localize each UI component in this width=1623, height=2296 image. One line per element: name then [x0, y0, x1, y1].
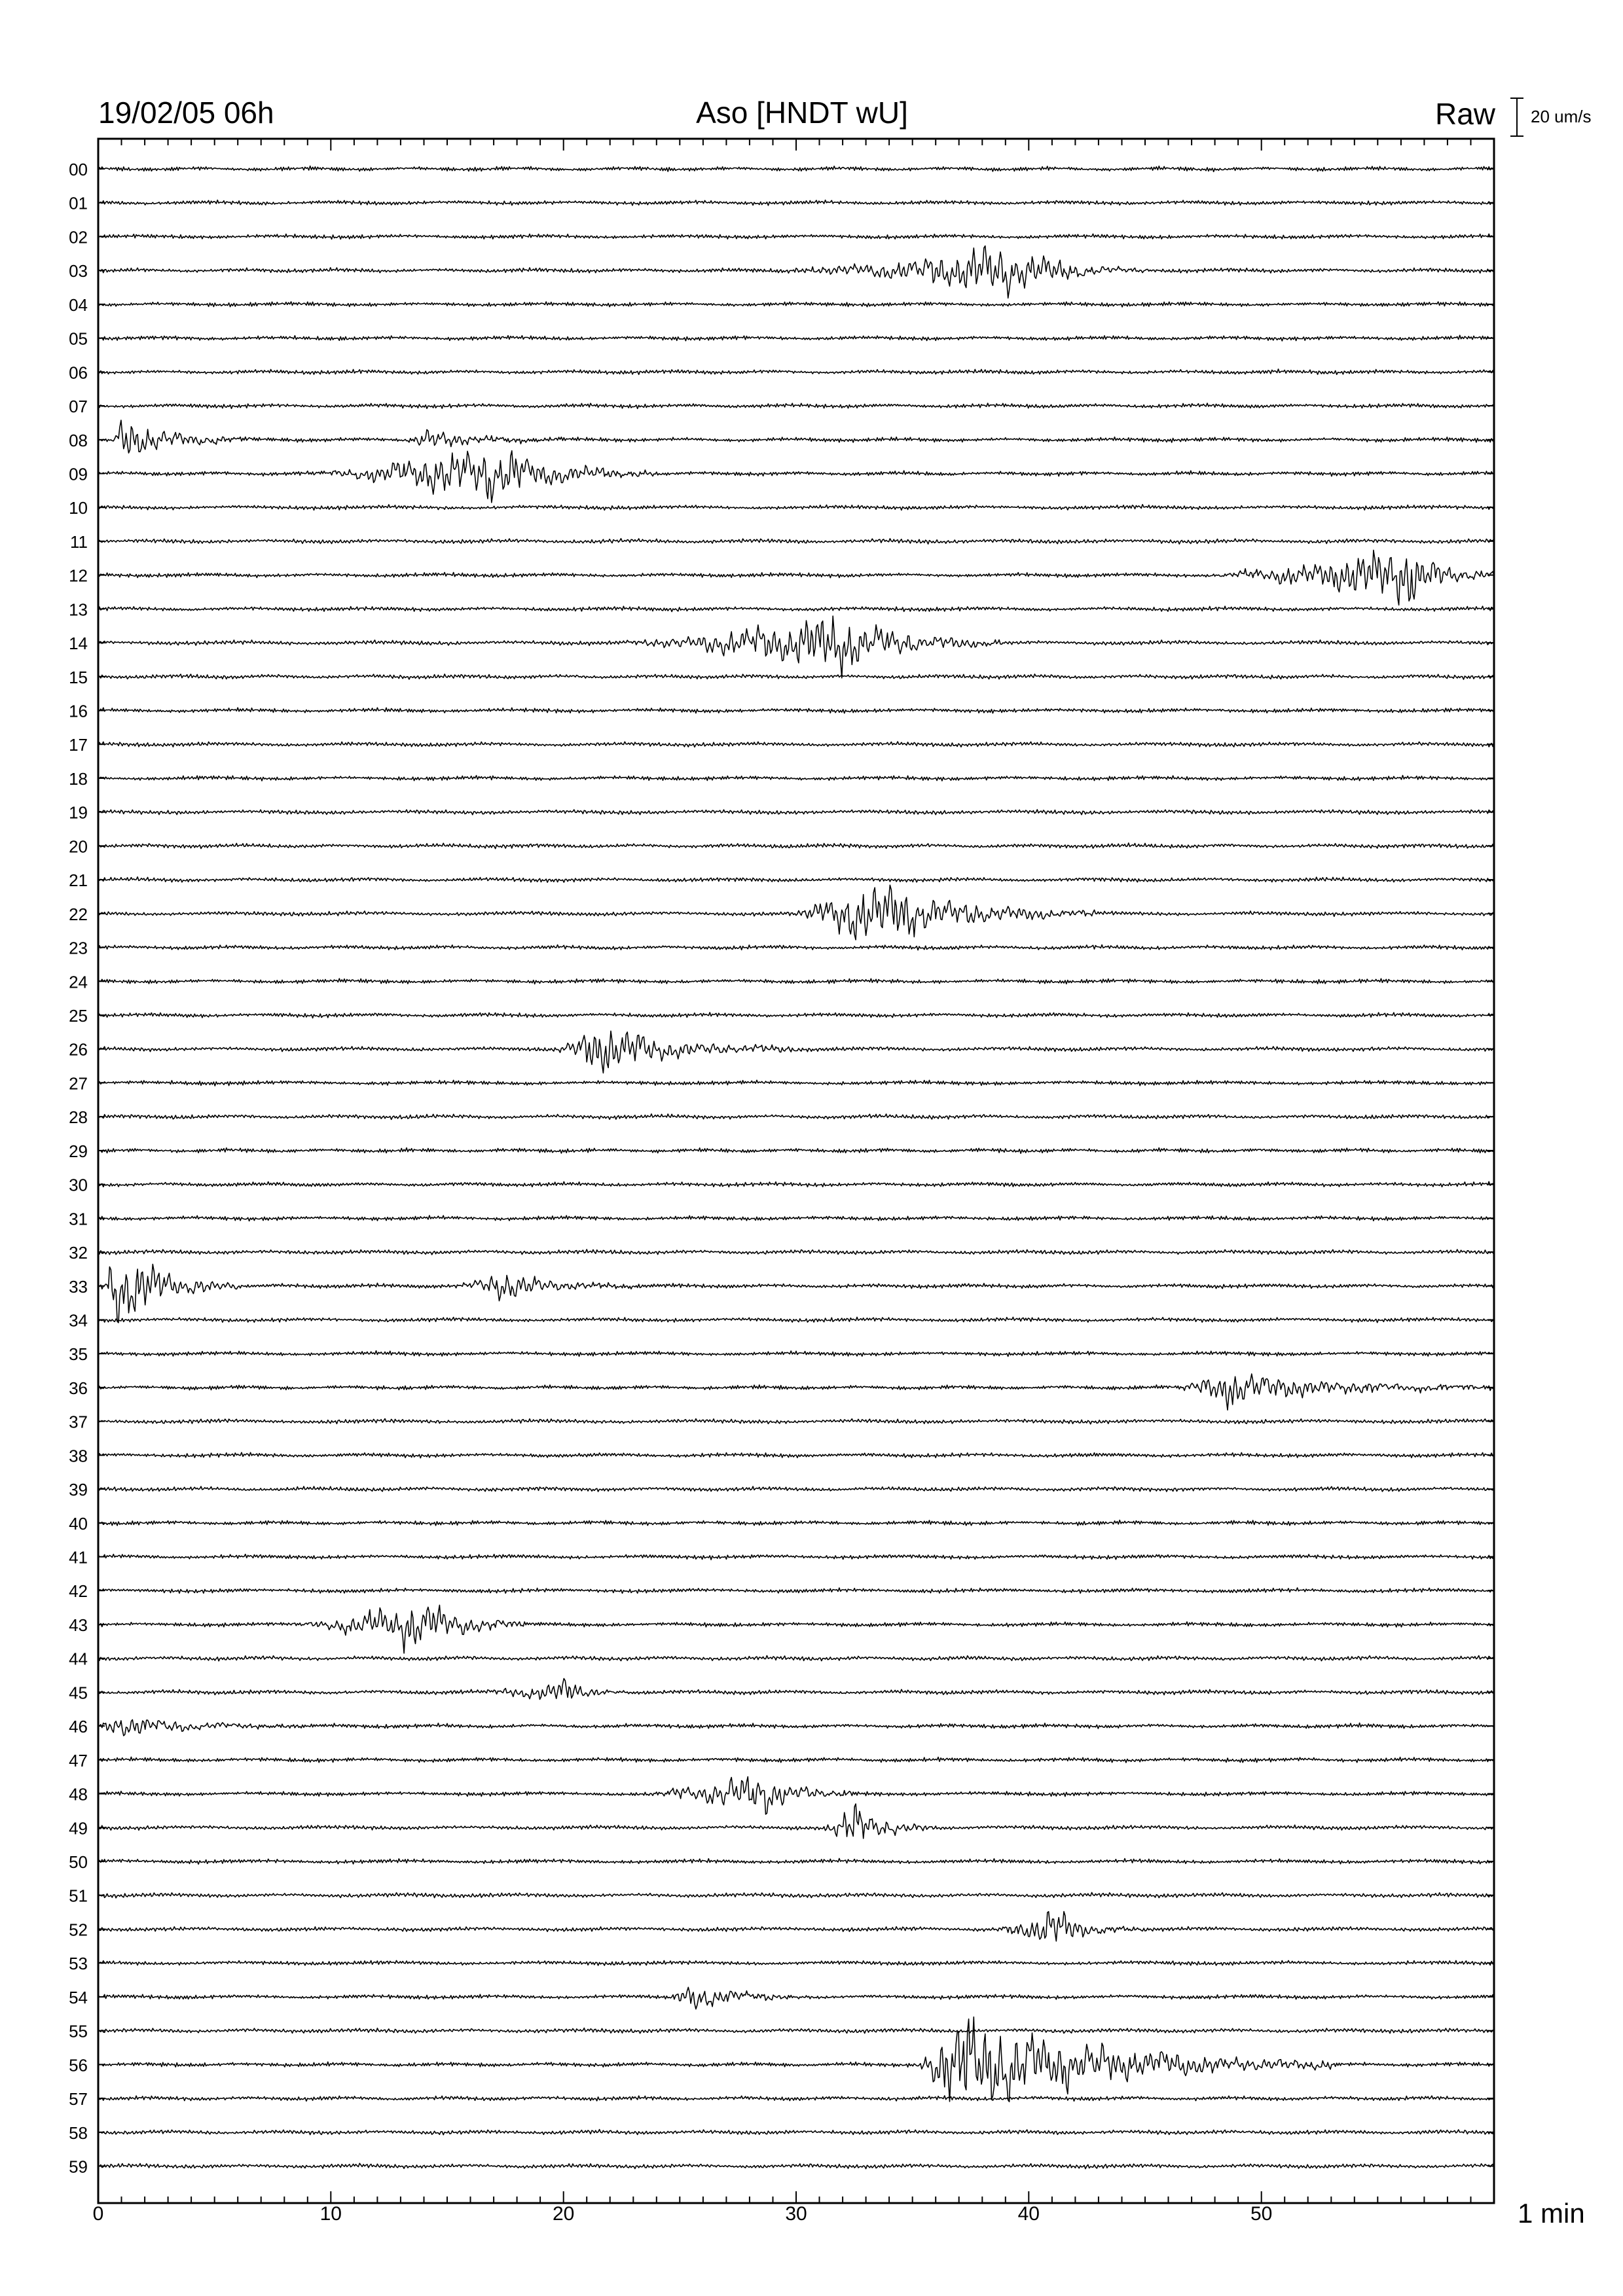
row-label: 02: [69, 227, 88, 247]
trace-row-53: [98, 1961, 1494, 1966]
x-tick-label: 40: [1017, 2203, 1040, 2225]
trace-row-17: [98, 742, 1494, 747]
row-label: 46: [69, 1717, 88, 1737]
trace-row-52: [98, 1912, 1494, 1941]
trace-row-50: [98, 1859, 1494, 1865]
row-label: 25: [69, 1006, 88, 1026]
trace-row-25: [98, 1013, 1494, 1018]
trace-row-59: [98, 2163, 1494, 2168]
trace-row-30: [98, 1181, 1494, 1187]
row-label: 04: [69, 295, 88, 315]
row-label: 44: [69, 1649, 88, 1669]
row-label: 05: [69, 329, 88, 349]
trace-row-06: [98, 369, 1494, 374]
trace-row-31: [98, 1215, 1494, 1221]
row-label: 54: [69, 1987, 88, 2007]
row-label: 30: [69, 1175, 88, 1195]
trace-row-39: [98, 1486, 1494, 1492]
trace-row-07: [98, 403, 1494, 408]
trace-row-09: [98, 451, 1494, 503]
row-label: 47: [69, 1750, 88, 1770]
row-label: 18: [69, 769, 88, 789]
trace-row-33: [98, 1265, 1494, 1323]
row-label: 22: [69, 904, 88, 924]
row-label: 51: [69, 1886, 88, 1906]
trace-row-20: [98, 843, 1494, 849]
row-label: 48: [69, 1784, 88, 1804]
plot-frame: [98, 139, 1494, 2203]
trace-row-35: [98, 1351, 1494, 1357]
x-tick-label: 30: [785, 2203, 807, 2225]
row-label: 11: [70, 531, 88, 552]
x-tick-label-group: [93, 2203, 1273, 2225]
trace-row-15: [98, 674, 1494, 679]
row-label: 40: [69, 1513, 88, 1534]
trace-row-05: [98, 335, 1494, 341]
amplitude-scale-label: 20 um/s: [1531, 107, 1592, 126]
row-label: 23: [69, 938, 88, 958]
trace-row-23: [98, 945, 1494, 950]
trace-row-42: [98, 1588, 1494, 1593]
row-label: 20: [69, 836, 88, 857]
row-label: 39: [69, 1480, 88, 1500]
trace-row-26: [98, 1031, 1494, 1073]
row-label: 12: [69, 565, 88, 586]
header-station-title: Aso [HNDT wU]: [696, 96, 908, 130]
trace-row-36: [98, 1374, 1494, 1410]
row-label: 56: [69, 2055, 88, 2075]
trace-row-27: [98, 1080, 1494, 1086]
trace-row-00: [98, 166, 1494, 172]
trace-row-45: [98, 1679, 1494, 1700]
row-label: 06: [69, 363, 88, 383]
trace-row-40: [98, 1520, 1494, 1526]
x-axis-label: 1 min: [1518, 2198, 1585, 2229]
row-label: 49: [69, 1818, 88, 1839]
row-label: 26: [69, 1039, 88, 1060]
row-label: 07: [69, 397, 88, 416]
x-tick-label: 10: [319, 2203, 342, 2225]
row-label: 17: [69, 735, 88, 755]
trace-row-49: [98, 1804, 1494, 1839]
row-label: 13: [69, 600, 88, 620]
row-label: 42: [69, 1581, 88, 1602]
trace-row-58: [98, 2130, 1494, 2135]
row-label: 21: [69, 870, 88, 891]
trace-row-12: [98, 550, 1494, 605]
trace-row-57: [98, 2096, 1494, 2101]
x-tick-label: 0: [92, 2203, 104, 2225]
row-label-group: [69, 160, 88, 2177]
row-label: 27: [69, 1073, 88, 1094]
trace-row-54: [98, 1987, 1494, 2009]
header-datetime: 19/02/05 06h: [98, 96, 274, 130]
trace-row-04: [98, 302, 1494, 307]
trace-row-18: [98, 776, 1494, 781]
row-label: 19: [69, 802, 88, 823]
trace-row-13: [98, 606, 1494, 611]
trace-row-14: [98, 616, 1494, 678]
trace-row-37: [98, 1419, 1494, 1424]
row-label: 50: [69, 1852, 88, 1872]
row-label: 41: [69, 1547, 88, 1568]
row-label: 43: [69, 1615, 88, 1635]
trace-row-01: [98, 200, 1494, 206]
trace-group: [98, 166, 1494, 2169]
trace-row-16: [98, 708, 1494, 713]
trace-row-41: [98, 1554, 1494, 1560]
trace-row-43: [98, 1605, 1494, 1653]
trace-row-48: [98, 1777, 1494, 1814]
row-label: 03: [69, 261, 88, 281]
trace-row-11: [98, 539, 1494, 544]
trace-row-21: [98, 877, 1494, 882]
row-label: 01: [69, 193, 88, 213]
row-label: 09: [69, 464, 88, 484]
row-label: 32: [69, 1243, 88, 1263]
row-label: 28: [69, 1107, 88, 1128]
trace-row-51: [98, 1893, 1494, 1898]
row-label: 53: [69, 1954, 88, 1974]
row-label: 37: [69, 1412, 88, 1432]
trace-row-47: [98, 1757, 1494, 1763]
trace-row-10: [98, 505, 1494, 511]
trace-row-19: [98, 810, 1494, 815]
row-label: 10: [69, 498, 88, 518]
row-label: 33: [69, 1276, 88, 1297]
trace-row-28: [98, 1114, 1494, 1119]
trace-row-44: [98, 1656, 1494, 1661]
row-label: 38: [69, 1446, 88, 1466]
trace-row-32: [98, 1249, 1494, 1255]
row-label: 36: [69, 1378, 88, 1398]
row-label: 14: [69, 634, 88, 654]
trace-row-02: [98, 234, 1494, 239]
row-label: 15: [69, 667, 88, 687]
trace-row-08: [98, 420, 1494, 453]
trace-row-46: [98, 1720, 1494, 1736]
amplitude-scale-bar: [1510, 98, 1523, 136]
trace-row-24: [98, 978, 1494, 984]
trace-row-29: [98, 1148, 1494, 1154]
row-label: 55: [69, 2021, 88, 2041]
trace-row-38: [98, 1452, 1494, 1458]
row-label: 58: [69, 2123, 88, 2143]
row-label: 59: [69, 2157, 88, 2177]
trace-row-55: [98, 2028, 1494, 2034]
trace-row-56: [98, 2017, 1494, 2102]
header-mode: Raw: [1434, 97, 1495, 131]
row-label: 08: [69, 430, 88, 450]
row-label: 57: [69, 2089, 88, 2109]
x-tick-label: 50: [1250, 2203, 1273, 2225]
row-label: 35: [69, 1344, 88, 1365]
row-label: 29: [69, 1141, 88, 1161]
row-label: 31: [69, 1209, 88, 1229]
row-label: 34: [69, 1310, 88, 1331]
row-label: 24: [69, 972, 88, 992]
row-label: 45: [69, 1683, 88, 1703]
row-label: 16: [69, 701, 88, 721]
minute-tick-marks: [98, 139, 1494, 2203]
row-label: 00: [69, 160, 88, 179]
trace-row-22: [98, 885, 1494, 940]
trace-row-03: [98, 246, 1494, 298]
row-label: 52: [69, 1920, 88, 1940]
trace-row-34: [98, 1318, 1494, 1323]
x-tick-label: 20: [553, 2203, 575, 2225]
